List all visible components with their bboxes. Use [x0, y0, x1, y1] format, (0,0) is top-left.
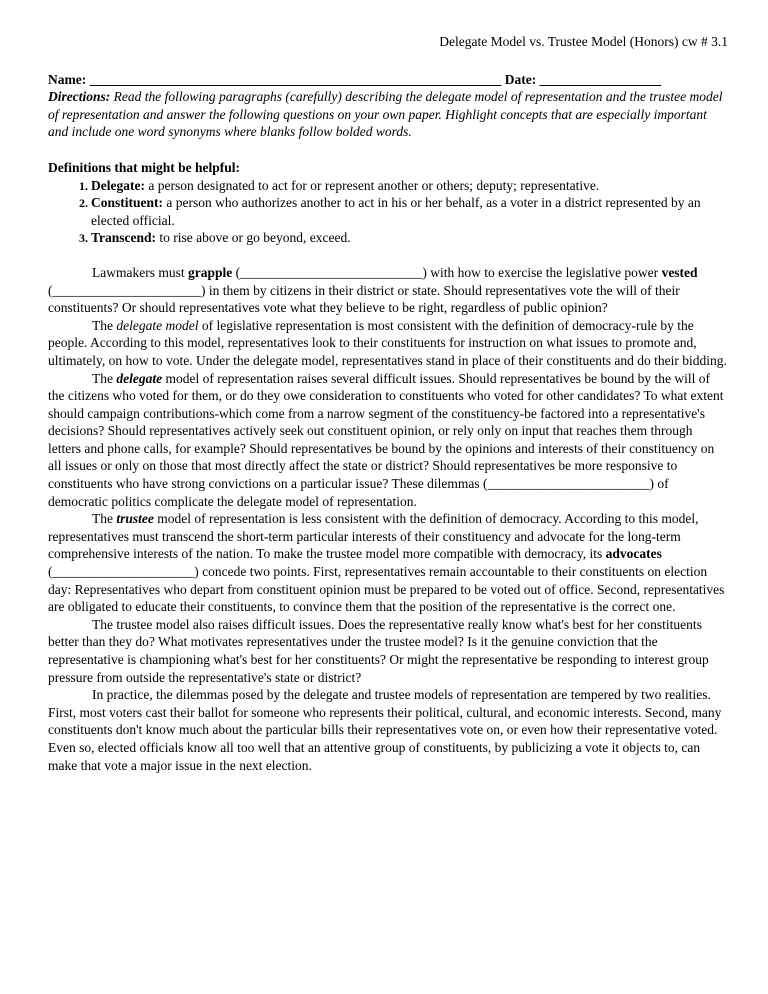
text-run: (_____________________) concede two points. First, representatives remain accountable to their constituents on election day: Representatives who depart from constituent opinion must be prepared to be voted out of office. Second, representatives are obligated to educate their constituents, to convince them that the position of the representative is the correct one.: [48, 564, 725, 615]
definition-term: Constituent:: [91, 195, 164, 211]
definition-item: [91, 194, 728, 229]
definition-term: Transcend:: [91, 230, 157, 246]
vocab-word-vested: vested: [661, 264, 698, 280]
text-run: model of representation is less consistent with the definition of democracy. According to this model, representatives must transcend the short-term particular interests of their constituency and advocate for the long-term comprehensive interests of the nation. To make the trustee model more compatible with democracy, its: [48, 511, 699, 562]
emphasis-delegate: delegate: [116, 370, 163, 386]
worksheet-title: Delegate Model vs. Trustee Model (Honors) cw # 3.1: [439, 34, 728, 49]
definition-text: a person designated to act for or represent another or others; deputy; representative.: [144, 177, 600, 193]
paragraph-2: [48, 317, 728, 370]
name-date-line: [48, 71, 728, 89]
date-label: Date:: [504, 71, 537, 87]
definitions-list: [48, 177, 728, 247]
text-run: of legislative representation is most consistent with the definition of democracy-rule by the people. According to this model, representatives look to their constituents for instruction on what issues to promote and, ultimately, on how to vote. Under the delegate model, representatives stand in place of their constituents and do their bidding.: [48, 317, 727, 368]
vocab-word-advocates: advocates: [605, 546, 662, 562]
text-run: The: [92, 511, 117, 527]
directions: [48, 88, 728, 141]
paragraph-4: [48, 510, 728, 616]
text-run: (___________________________) with how to exercise the legislative power: [232, 264, 662, 280]
emphasis-trustee: trustee: [116, 511, 154, 527]
directions-text: Read the following paragraphs (carefully) describing the delegate model of representation and the trustee model of representation and answer the following questions on your own paper. Highlight concepts that are especially important and include one word synonyms where blanks follow bolded words.: [48, 89, 723, 140]
vocab-word-grapple: grapple: [187, 264, 233, 280]
date-blank: __________________: [539, 71, 662, 87]
directions-label: Directions:: [48, 89, 111, 105]
emphasis-delegate-model: delegate model: [116, 317, 199, 333]
paragraph-1: [48, 264, 728, 317]
text-run: model of representation raises several difficult issues. Should representatives be bound by the will of the citizens who voted for them, or do they owe consideration to constituents who voted for other candidates? To what extent should campaign contributions-which come from a narrow segment of the constituency-be factored into a representative's decisions? Should representatives actively seek out constituent opinion, or rely only on input that reaches them through letters and phone calls, for example? Should representatives be bound by the opinions and interests of their constituency on all issues or only on those that most directly affect the state or district? Should representatives be more responsive to constituents who have strong convictions on a particular issue? These dilemmas (________________________) of democratic politics complicate the delegate model of representation.: [48, 370, 724, 509]
text-run: Lawmakers must: [92, 264, 188, 280]
name-label: Name:: [48, 71, 87, 87]
text-run: (______________________) in them by citizens in their district or state. Should representatives vote the will of their constituents? Or should representatives vote what they believe to be right, regardless of public opinion?: [48, 282, 680, 316]
name-blank: _____________________________________________________________: [89, 71, 502, 87]
definition-item: [91, 177, 728, 195]
paragraph-6: In practice, the dilemmas posed by the delegate and trustee models of representation are tempered by two realities. First, most voters cast their ballot for someone who represents their political, cultural, and economic interests. Second, many constituents don't know much about the particular bills their representatives vote on, or even how their representative voted. Even so, elected officials know all too well that an attentive group of constituents, by publicizing a vote it objects to, can make that vote a major issue in the next election.: [48, 687, 722, 773]
reading-passage: [48, 264, 728, 774]
definition-item: [91, 229, 728, 247]
paragraph-3: [48, 370, 728, 511]
worksheet-page: [48, 33, 728, 774]
text-run: The: [92, 317, 117, 333]
definition-text: to rise above or go beyond, exceed.: [156, 230, 351, 246]
paragraph-5: The trustee model also raises difficult issues. Does the representative really know what's best for her constituents better than they do? What motivates representatives under the trustee model? Is it the genuine conviction that the representative is championing what's best for her constituents? Or might the representative be responding to interest group pressure from outside the representative's state or district?: [48, 616, 709, 685]
definition-term: Delegate:: [91, 177, 145, 193]
definition-text: a person who authorizes another to act in his or her behalf, as a voter in a district represented by an elected official.: [91, 195, 701, 228]
definitions-title: Definitions that might be helpful:: [48, 159, 241, 175]
text-run: The: [92, 370, 117, 386]
